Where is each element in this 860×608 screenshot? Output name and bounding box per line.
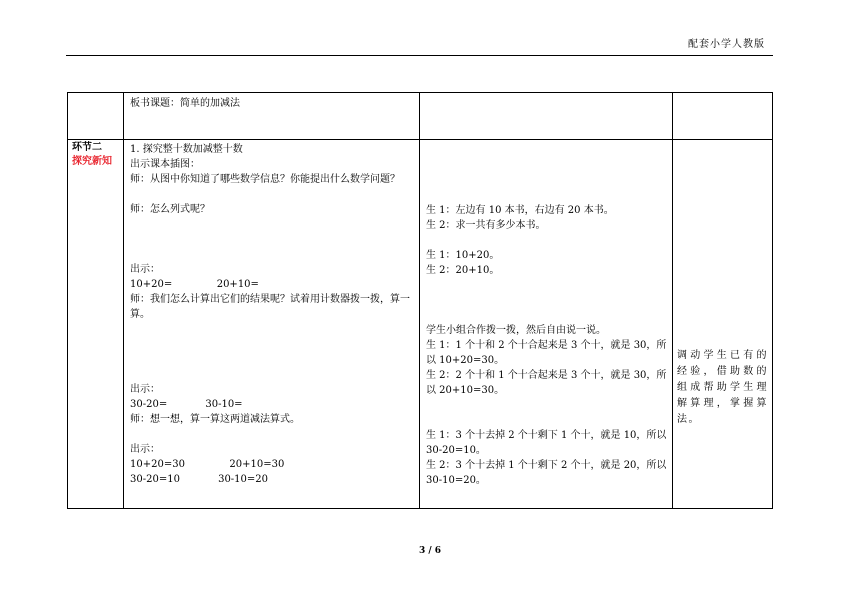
student-line: 生 1：10+20。 bbox=[426, 250, 500, 261]
teacher-line: 出示课本插图： bbox=[130, 159, 200, 170]
student-line: 生 2：3 个十去掉 1 个十剩下 2 个十，就是 20，所以 30-10=20。 bbox=[426, 460, 667, 486]
teacher-line: 10+20=30 20+10=30 bbox=[130, 459, 285, 470]
teacher-line: 出示： bbox=[130, 264, 160, 275]
teacher-line: 出示： bbox=[130, 384, 160, 395]
teacher-line: 30-20=10 30-10=20 bbox=[130, 474, 269, 485]
student-line: 生 2：求一共有多少本书。 bbox=[426, 220, 546, 231]
teacher-line: 出示： bbox=[130, 444, 160, 455]
student-line: 生 1：左边有 10 本书，右边有 20 本书。 bbox=[426, 205, 614, 216]
student-cell bbox=[420, 93, 673, 140]
board-title: 板书课题：简单的加减法 bbox=[130, 98, 240, 109]
teacher-line: 1. 探究整十数加减整十数 bbox=[130, 144, 243, 155]
edition-label: 配套小学人教版 bbox=[688, 39, 765, 50]
stage-subtitle: 探究新知 bbox=[72, 156, 112, 167]
student-line: 生 1：3 个十去掉 2 个十剩下 1 个十，就是 10，所以 30-20=10。 bbox=[426, 430, 667, 456]
design-intent: 调动学生已有的经验，借助数的组成帮助学生理解算理，掌握算法。 bbox=[677, 350, 768, 425]
teacher-line: 10+20= 20+10= bbox=[130, 279, 259, 290]
teacher-line: 师：想一想，算一算这两道减法算式。 bbox=[130, 414, 300, 425]
stage-text bbox=[68, 93, 123, 96]
intent-cell bbox=[673, 140, 773, 509]
table-row bbox=[68, 93, 773, 140]
student-line: 生 2：20+10。 bbox=[426, 265, 500, 276]
teacher-line: 30-20= 30-10= bbox=[130, 399, 243, 410]
student-line: 生 1：1 个十和 2 个十合起来是 3 个十，就是 30，所以 10+20=30。 bbox=[426, 340, 667, 366]
teacher-line: 师：从图中你知道了哪些数学信息？你能提出什么数学问题？ bbox=[130, 174, 400, 185]
table-row bbox=[68, 140, 773, 509]
student-cell bbox=[420, 140, 673, 509]
stage-cell bbox=[68, 93, 124, 140]
page-number: 3 / 6 bbox=[418, 546, 442, 556]
header-divider bbox=[66, 55, 773, 56]
teacher-cell bbox=[124, 140, 420, 509]
lesson-plan-table bbox=[67, 92, 773, 509]
teacher-cell bbox=[124, 93, 420, 140]
intent-text bbox=[673, 93, 772, 96]
teacher-line: 师：我们怎么计算出它们的结果呢？试着用计数器拨一拨，算一算。 bbox=[130, 294, 410, 320]
intent-cell bbox=[673, 93, 773, 140]
stage-cell bbox=[68, 140, 124, 509]
stage-name: 环节二 bbox=[72, 142, 102, 153]
student-text bbox=[420, 93, 672, 96]
student-line: 学生小组合作拨一拨，然后自由说一说。 bbox=[426, 325, 606, 336]
teacher-line: 师：怎么列式呢？ bbox=[130, 204, 210, 215]
student-line: 生 2：2 个十和 1 个十合起来是 3 个十，就是 30，所以 20+10=30。 bbox=[426, 370, 667, 396]
